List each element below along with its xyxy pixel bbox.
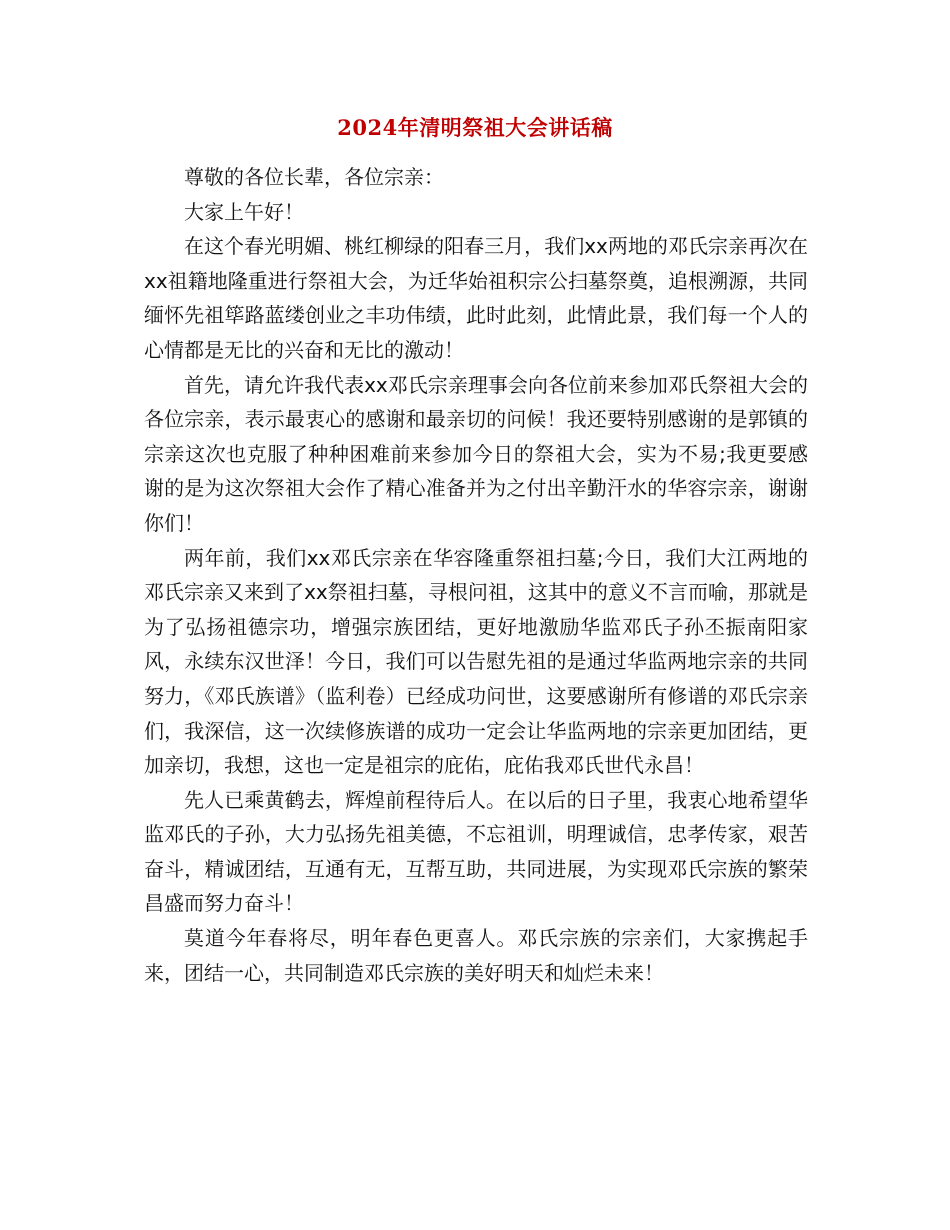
body-paragraph-2: 首先，请允许我代表xx邓氏宗亲理事会向各位前来参加邓氏祭祖大会的各位宗亲，表示最衷心的感谢和最亲切的问候！我还要特别感谢的是郭镇的宗亲这次也克服了种种困难前来参加今日的祭祖大会，实为不易;我更要感谢的是为这次祭祖大会作了精心准备并为之付出辛勤汗水的华容宗亲，谢谢你们！ <box>144 372 808 535</box>
body-paragraph-1: 在这个春光明媚、桃红柳绿的阳春三月，我们xx两地的邓氏宗亲再次在xx祖籍地隆重进行祭祖大会，为迁华始祖积宗公扫墓祭奠，追根溯源，共同缅怀先祖筚路蓝缕创业之丰功伟绩，此时此刻，此情此景，我们每一个人的心情都是无比的兴奋和无比的激动！ <box>144 234 808 362</box>
salutation-paragraph: 尊敬的各位长辈，各位宗亲： <box>184 165 444 189</box>
body-paragraph-3: 两年前，我们xx邓氏宗亲在华容隆重祭祖扫墓;今日，我们大江两地的邓氏宗亲又来到了xx祭祖扫墓，寻根问祖，这其中的意义不言而喻，那就是为了弘扬祖德宗功，增强宗族团结，更好地激励华监邓氏子孙丕振南阳家风，永续东汉世泽！今日，我们可以告慰先祖的是通过华监两地宗亲的共同努力，《邓氏族谱》（监利卷）已经成功问世，这要感谢所有修谱的邓氏宗亲们，我深信，这一次续修族谱的成功一定会让华监两地的宗亲更加团结，更加亲切，我想，这也一定是祖宗的庇佑，庇佑我邓氏世代永昌！ <box>144 545 808 778</box>
body-paragraph-4: 先人已乘黄鹤去，辉煌前程待后人。在以后的日子里，我衷心地希望华监邓氏的子孙，大力弘扬先祖美德，不忘祖训，明理诚信，忠孝传家，艰苦奋斗，精诚团结，互通有无，互帮互助，共同进展，为实现邓氏宗族的繁荣昌盛而努力奋斗！ <box>144 787 808 916</box>
greeting-paragraph: 大家上午好！ <box>184 199 304 224</box>
closing-paragraph: 莫道今年春将尽，明年春色更喜人。邓氏宗族的宗亲们，大家携起手来，团结一心，共同制造邓氏宗族的美好明天和灿烂未来！ <box>144 926 808 985</box>
document-body <box>144 160 808 990</box>
document-title: 2024年清明祭祖大会讲话稿 <box>337 115 613 140</box>
